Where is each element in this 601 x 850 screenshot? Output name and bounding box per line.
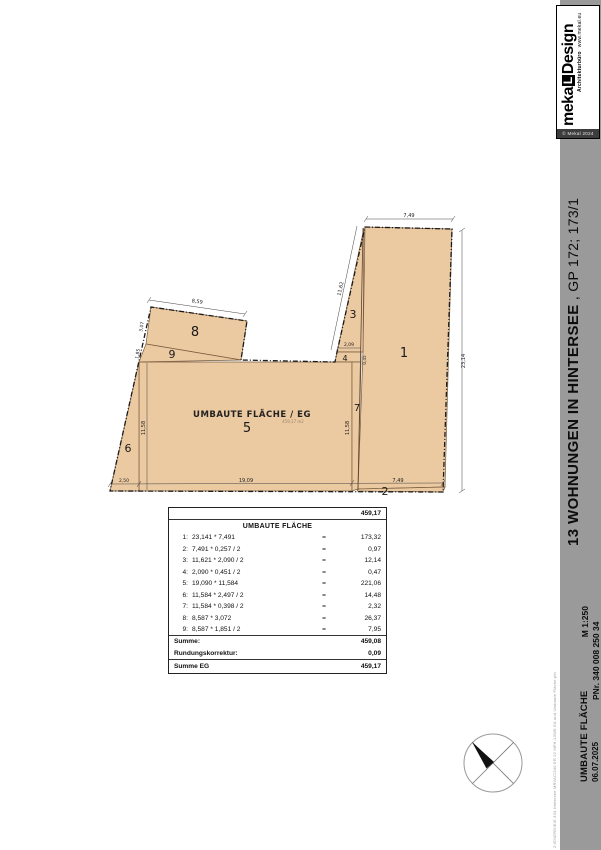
table-row bbox=[169, 532, 386, 544]
info-line-1 bbox=[579, 606, 590, 782]
project-number: PNr. 340 008 250 34 bbox=[590, 621, 601, 700]
row-equals: = bbox=[322, 534, 326, 542]
sheet-info-block bbox=[579, 606, 601, 782]
row-equals: = bbox=[322, 545, 326, 553]
row-equals: = bbox=[322, 625, 326, 633]
row-formula: 7,491 * 0,257 / 2 bbox=[192, 545, 241, 553]
region-label-5: 5 bbox=[242, 421, 252, 436]
table-row bbox=[169, 567, 386, 579]
logo-brand bbox=[560, 8, 577, 126]
row-formula: 23,141 * 7,491 bbox=[192, 534, 235, 542]
dim-bottom-749: 7,49 bbox=[392, 478, 404, 484]
row-num: 3: bbox=[182, 557, 188, 565]
row-value: 14,48 bbox=[364, 591, 381, 599]
row-formula: 19,090 * 11,584 bbox=[192, 580, 239, 588]
row-equals: = bbox=[322, 580, 326, 588]
row-value: 7,95 bbox=[368, 625, 381, 633]
drawing-scale: M 1:250 bbox=[579, 606, 590, 638]
row-formula: 11,584 * 0,398 / 2 bbox=[192, 603, 244, 611]
drawing-center-area: 459,17 m2 bbox=[282, 419, 304, 424]
region-label-9: 9 bbox=[168, 348, 176, 361]
logo-website: www.mekal.eu bbox=[577, 12, 583, 48]
row-num: 7: bbox=[182, 603, 188, 611]
row-value: 2,32 bbox=[368, 603, 381, 611]
table-row bbox=[169, 601, 386, 613]
logo-copyright: © Mekal 2024 bbox=[557, 129, 599, 138]
dim-bottom-1909: 19,09 bbox=[238, 478, 254, 484]
dim-width-209: 2,09 bbox=[343, 343, 355, 348]
header-total-value: 459,17 bbox=[360, 510, 381, 517]
row-formula: 8,587 * 1,851 / 2 bbox=[192, 625, 241, 633]
rounding-label: Rundungskorrektur: bbox=[174, 649, 238, 657]
row-num: 2: bbox=[182, 545, 188, 553]
row-equals: = bbox=[322, 557, 326, 565]
doc-date: 06.07.2025 bbox=[591, 741, 600, 782]
row-num: 8: bbox=[182, 614, 188, 622]
rounding-value: 0,09 bbox=[368, 649, 381, 657]
table-row bbox=[169, 544, 386, 556]
row-formula: 11,584 * 2,497 / 2 bbox=[192, 591, 244, 599]
project-subtitle: , GP 172; 173/1 bbox=[565, 197, 581, 305]
row-num: 9: bbox=[182, 625, 188, 633]
row-formula: 2,090 * 0,451 / 2 bbox=[192, 568, 241, 576]
logo-brand-post: Design bbox=[560, 23, 577, 75]
compass-needle bbox=[472, 742, 494, 769]
row-value: 0,47 bbox=[368, 568, 381, 576]
row-formula: 8,587 * 3,072 bbox=[192, 614, 232, 622]
table-header-total-row bbox=[169, 508, 386, 520]
info-line-2 bbox=[590, 606, 601, 782]
dim-right-height: 23,14 bbox=[461, 353, 467, 369]
table-row bbox=[169, 590, 386, 602]
region-label-6: 6 bbox=[124, 442, 132, 455]
file-path-text: Z:\ENERGIE\E.334 Hintersee MRVAC\340 ER 22 MFH-13WE EA und Umbaute Fläche.pln bbox=[552, 672, 557, 848]
project-title: 13 WOHNUNGEN IN HINTERSEE bbox=[565, 304, 582, 546]
dim-height-185: 1,85 bbox=[135, 348, 142, 360]
logo-subtitle: Architekturbüro bbox=[577, 51, 583, 92]
row-equals: = bbox=[322, 614, 326, 622]
table-row bbox=[169, 624, 386, 636]
region-label-1: 1 bbox=[399, 346, 409, 361]
area-calculation-table bbox=[168, 507, 387, 674]
table-title: UMBAUTE FLÄCHE bbox=[242, 522, 313, 530]
dim-top-width: 7,49 bbox=[403, 213, 415, 219]
table-row bbox=[169, 613, 386, 625]
row-num: 5: bbox=[182, 580, 188, 588]
dim-height-307: 3,07 bbox=[139, 321, 146, 333]
table-title-row bbox=[169, 520, 386, 532]
row-equals: = bbox=[322, 568, 326, 576]
region-label-4: 4 bbox=[342, 354, 348, 363]
region-label-7: 7 bbox=[353, 403, 361, 414]
sum-label: Summe: bbox=[174, 638, 201, 645]
total-value: 459,17 bbox=[360, 662, 381, 670]
dim-top-8: 8,59 bbox=[191, 298, 204, 306]
doc-title: UMBAUTE FLÄCHE bbox=[579, 690, 590, 782]
sum-value: 459,08 bbox=[360, 638, 381, 645]
row-value: 26,37 bbox=[364, 614, 381, 622]
row-value: 0,97 bbox=[368, 545, 381, 553]
region-label-3: 3 bbox=[349, 308, 357, 321]
logo-subtitle-line bbox=[577, 8, 583, 126]
dim-left-1158: 11,58 bbox=[141, 420, 147, 436]
region-label-8: 8 bbox=[190, 325, 200, 340]
dim-slant-3: 11,62 bbox=[336, 281, 346, 297]
row-value: 173,32 bbox=[360, 534, 381, 542]
dim-height-045: 0,45 bbox=[362, 355, 367, 365]
project-title-block bbox=[565, 154, 582, 546]
row-formula: 11,621 * 2,090 / 2 bbox=[192, 557, 244, 565]
row-num: 6: bbox=[182, 591, 188, 599]
total-row bbox=[169, 660, 386, 673]
compass-rose bbox=[464, 734, 522, 792]
drawing-center-caption: UMBAUTE FLÄCHE / EG bbox=[193, 410, 311, 420]
row-num: 1: bbox=[182, 534, 188, 542]
logo-brand-pre: meka bbox=[560, 87, 577, 126]
row-value: 221,06 bbox=[360, 580, 381, 588]
region-label-2: 2 bbox=[381, 485, 389, 498]
table-row bbox=[169, 555, 386, 567]
row-equals: = bbox=[322, 591, 326, 599]
rounding-row bbox=[169, 648, 386, 660]
row-num: 4: bbox=[182, 568, 188, 576]
dim-right-1158: 11,58 bbox=[345, 420, 351, 436]
dim-bottom-250: 2,50 bbox=[118, 479, 130, 484]
total-label: Summe EG bbox=[174, 662, 210, 670]
region-4-shape bbox=[335, 352, 361, 362]
table-row bbox=[169, 578, 386, 590]
architect-logo bbox=[560, 8, 592, 126]
logo-mark-icon: L bbox=[561, 77, 575, 85]
row-equals: = bbox=[322, 603, 326, 611]
sum-row bbox=[169, 636, 386, 648]
row-value: 12,14 bbox=[364, 557, 381, 565]
